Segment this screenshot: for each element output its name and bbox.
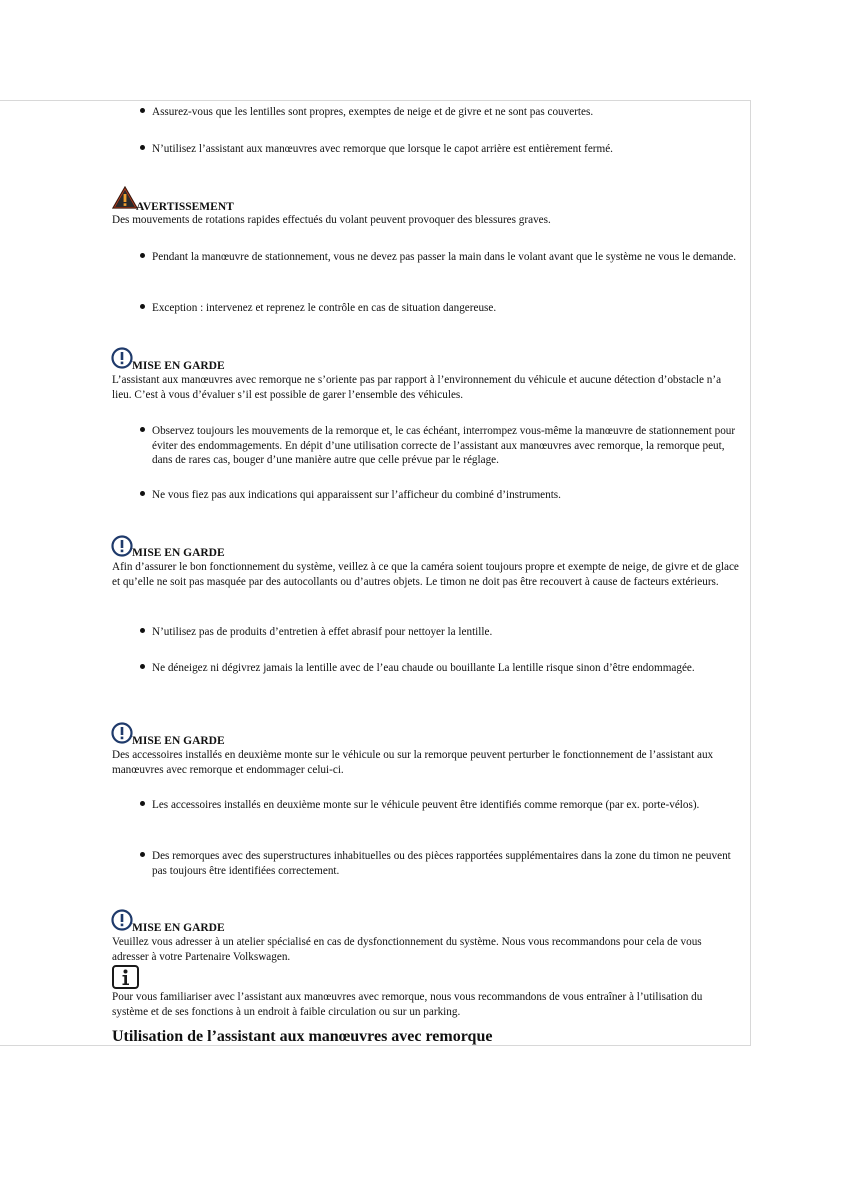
bullet-icon bbox=[140, 852, 145, 857]
list-item: Assurez-vous que les lentilles sont propres, exemptes de neige et de givre et ne sont pas couvertes. bbox=[112, 105, 740, 120]
list-item: Pendant la manœuvre de stationnement, vous ne devez pas passer la main dans le volant avant que le système ne vous le demande. bbox=[112, 250, 740, 265]
notice-list-2 bbox=[112, 661, 740, 676]
bullet-icon bbox=[140, 108, 145, 113]
info-text: Pour vous familiariser avec l’assistant aux manœuvres avec remorque, nous vous recommandons de vous entraîner à l’utilisation du système et de ses fonctions à un endroit à faible circulation ou sur un parking. bbox=[112, 991, 703, 1018]
notice-title: MISE EN GARDE bbox=[132, 735, 225, 747]
list-item: Ne déneigez ni dégivrez jamais la lentille avec de l’eau chaude ou bouillante La lentille risque sinon d’être endommagée. bbox=[112, 661, 740, 676]
list-item: N’utilisez l’assistant aux manœuvres avec remorque que lorsque le capot arrière est entièrement fermé. bbox=[112, 142, 740, 157]
bullet-icon bbox=[140, 253, 145, 258]
list-item: Ne vous fiez pas aux indications qui apparaissent sur l’afficheur du combiné d’instruments. bbox=[112, 488, 740, 503]
warning-list bbox=[112, 250, 740, 265]
exclamation-circle-icon bbox=[111, 347, 133, 369]
bullet-icon bbox=[140, 304, 145, 309]
warning-triangle-icon bbox=[112, 186, 138, 209]
bullet-icon bbox=[140, 628, 145, 633]
notice-text: Afin d’assurer le bon fonctionnement du système, veillez à ce que la caméra soient toujours propre et exempte de neige, de givre et de glace et qu’elle ne soit pas masquée par des autocollants ou d’autres objets. Le timon ne doit pas être recouvert à cause de facteurs extérieurs. bbox=[112, 561, 739, 588]
notice-title: MISE EN GARDE bbox=[132, 360, 225, 372]
bullet-icon bbox=[140, 664, 145, 669]
intro-list bbox=[112, 105, 740, 120]
bullet-icon bbox=[140, 801, 145, 806]
section-title: Utilisation de l’assistant aux manœuvres avec remorque bbox=[112, 1028, 493, 1045]
exclamation-circle-icon bbox=[111, 535, 133, 557]
list-item: Les accessoires installés en deuxième monte sur le véhicule peuvent être identifiés comme remorque (par ex. porte-vélos). bbox=[112, 798, 740, 813]
list-item: Des remorques avec des superstructures inhabituelles ou des pièces rapportées supplémentaires dans la zone du timon ne peuvent pas toujours être identifiées correctement. bbox=[112, 849, 740, 878]
notice-text: L’assistant aux manœuvres avec remorque ne s’oriente pas par rapport à l’environnement du véhicule et aucune détection d’obstacle n’a lieu. C’est à vous d’évaluer s’il est possible de garer l’ensemble des véhicules. bbox=[112, 374, 722, 401]
bullet-icon bbox=[140, 491, 145, 496]
notice-list bbox=[112, 798, 740, 813]
notice-title: MISE EN GARDE bbox=[132, 547, 225, 559]
list-item: Exception : intervenez et reprenez le contrôle en cas de situation dangereuse. bbox=[112, 301, 740, 316]
warning-text: Des mouvements de rotations rapides effectués du volant peuvent provoquer des blessures graves. bbox=[112, 214, 551, 226]
notice-title: MISE EN GARDE bbox=[132, 922, 225, 934]
list-item: Observez toujours les mouvements de la remorque et, le cas échéant, interrompez vous-même la manœuvre de stationnement pour éviter des endommagements. En dépit d’une utilisation correcte de l’assistant aux manœuvres avec remorque, la remorque peut, dans de rares cas, bouger d’une manière autre que celle prévue par le réglage. bbox=[112, 424, 740, 468]
notice-list-2 bbox=[112, 849, 740, 878]
bullet-icon bbox=[140, 427, 145, 432]
warning-title: AVERTISSEMENT bbox=[136, 201, 234, 213]
notice-text: Des accessoires installés en deuxième monte sur le véhicule ou sur la remorque peuvent perturber le fonctionnement de l’assistant aux manœuvres avec remorque et endommager celui-ci. bbox=[112, 749, 714, 776]
notice-text: Veuillez vous adresser à un atelier spécialisé en cas de dysfonctionnement du système. Nous vous recommandons pour cela de vous adresser à votre Partenaire Volkswagen. bbox=[112, 936, 702, 963]
notice-list bbox=[112, 625, 740, 640]
intro-list-2 bbox=[112, 142, 740, 157]
info-icon bbox=[112, 965, 139, 989]
list-item: N’utilisez pas de produits d’entretien à effet abrasif pour nettoyer la lentille. bbox=[112, 625, 740, 640]
bullet-icon bbox=[140, 145, 145, 150]
warning-list-2 bbox=[112, 301, 740, 316]
exclamation-circle-icon bbox=[111, 909, 133, 931]
exclamation-circle-icon bbox=[111, 722, 133, 744]
notice-list-2 bbox=[112, 488, 740, 503]
notice-list bbox=[112, 424, 740, 468]
